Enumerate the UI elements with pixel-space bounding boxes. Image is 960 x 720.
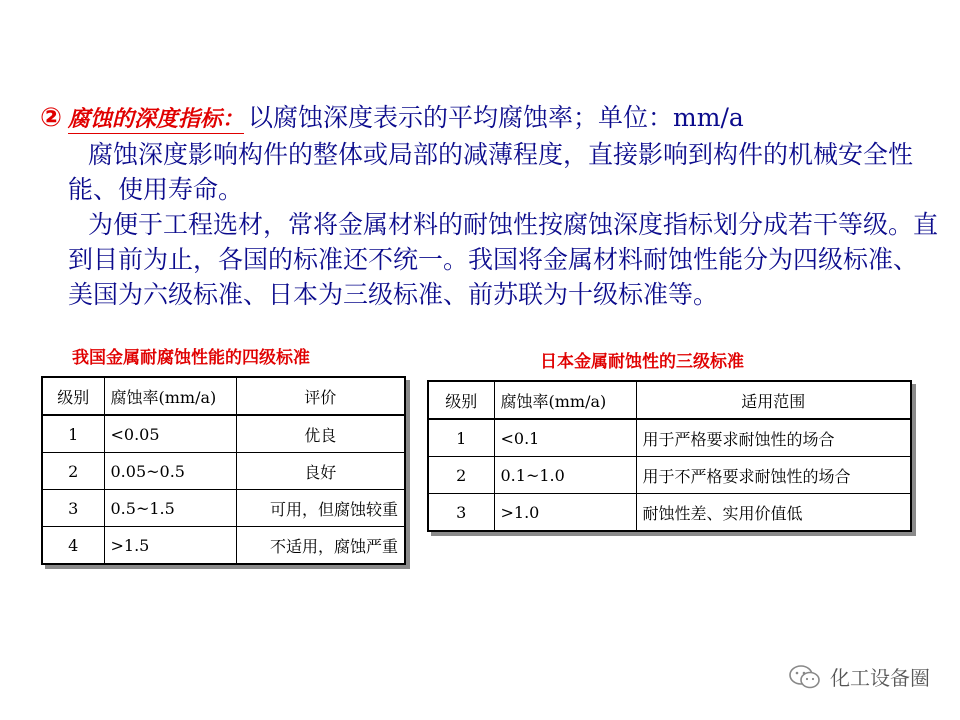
table-cell: 优良: [236, 415, 405, 453]
table-cell: 1: [428, 419, 494, 457]
table-header-row: [428, 381, 911, 419]
table-cell: 0.05~0.5: [104, 453, 236, 490]
heading-text: 以腐蚀深度表示的平均腐蚀率；单位：mm/a: [248, 103, 744, 132]
table-cell: 0.5~1.5: [104, 490, 236, 527]
table-cell: 2: [42, 453, 104, 490]
circled-number: ②: [40, 103, 63, 133]
heading-line: [40, 100, 744, 137]
heading-term: 腐蚀的深度指标：: [68, 106, 245, 132]
paragraph-grading: 为便于工程选材，常将金属材料的耐蚀性按腐蚀深度指标划分成若干等级。直到目前为止，各国的标准还不统一。我国将金属材料耐蚀性能分为四级标准、美国为六级标准、日本为三级标准、前苏联为十级标准等。: [68, 210, 939, 309]
table-header-row: [42, 377, 405, 415]
table-row: [42, 453, 405, 490]
wechat-icon: [788, 664, 822, 690]
table-cell: 耐蚀性差、实用价值低: [636, 494, 911, 532]
header-cell: 腐蚀率(mm/a): [494, 381, 636, 419]
table-row: [42, 490, 405, 527]
table-cell: 用于严格要求耐蚀性的场合: [636, 419, 911, 457]
table-cell: <0.1: [494, 419, 636, 457]
japan-standard-table: [427, 380, 912, 532]
header-cell: 级别: [42, 377, 104, 415]
table-cell: <0.05: [104, 415, 236, 453]
japan-table-title: 日本金属耐蚀性的三级标准: [540, 352, 744, 372]
header-cell: 级别: [428, 381, 494, 419]
table-row: [428, 494, 911, 532]
table-cell: 不适用，腐蚀严重: [236, 527, 405, 565]
table-row: [42, 415, 405, 453]
header-cell: 适用范围: [636, 381, 911, 419]
table-row: [428, 457, 911, 494]
table-cell: 3: [42, 490, 104, 527]
table-cell: 可用，但腐蚀较重: [236, 490, 405, 527]
table-cell: 4: [42, 527, 104, 565]
table-cell: >1.0: [494, 494, 636, 532]
header-cell: 腐蚀率(mm/a): [104, 377, 236, 415]
table-cell: 用于不严格要求耐蚀性的场合: [636, 457, 911, 494]
table-cell: 0.1~1.0: [494, 457, 636, 494]
watermark: [788, 662, 930, 691]
table-row: [42, 527, 405, 565]
watermark-text: 化工设备圈: [830, 666, 930, 690]
table-cell: 1: [42, 415, 104, 453]
paragraph-thinning: 腐蚀深度影响构件的整体或局部的减薄程度，直接影响到构件的机械安全性能、使用寿命。: [68, 140, 914, 204]
header-cell: 评价: [236, 377, 405, 415]
table-cell: >1.5: [104, 527, 236, 565]
table-cell: 良好: [236, 453, 405, 490]
china-table-title: 我国金属耐腐蚀性能的四级标准: [72, 348, 310, 368]
table-row: [428, 419, 911, 457]
table-cell: 3: [428, 494, 494, 532]
china-standard-table: [41, 376, 406, 565]
table-cell: 2: [428, 457, 494, 494]
